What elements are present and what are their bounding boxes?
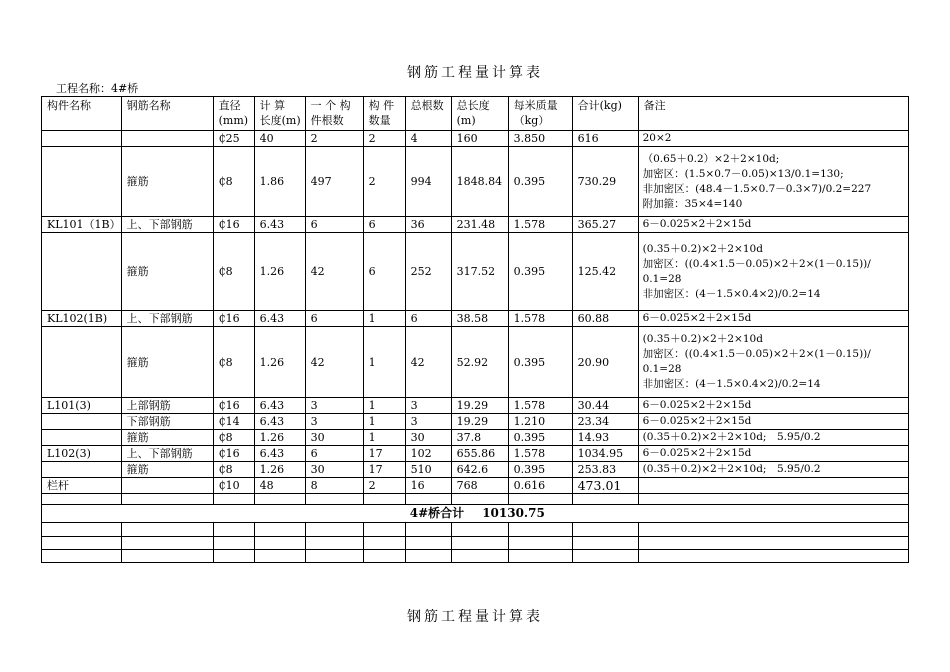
page-title: 钢筋工程量计算表 <box>407 65 543 81</box>
note-line: 加密区：((0.4×1.5－0.05)×2＋2×(1－0.15))/ <box>642 257 871 270</box>
note-line: 6－0.025×2＋2×15d <box>642 312 752 324</box>
header-cell <box>572 97 638 131</box>
empty-cell <box>405 550 451 563</box>
empty-cell <box>572 537 638 550</box>
notes-cell <box>638 478 908 494</box>
empty-cell <box>305 494 363 505</box>
empty-cell <box>508 523 572 537</box>
total-length: 38.58 <box>451 311 508 327</box>
bar-name <box>121 131 213 147</box>
notes-cell <box>638 233 908 311</box>
member-name: KL102(1B) <box>42 311 122 327</box>
notes-cell <box>638 430 908 446</box>
unit-weight: 1.578 <box>508 217 572 233</box>
bar-name: 上、下部钢筋 <box>121 311 213 327</box>
total-bars: 252 <box>405 233 451 311</box>
calc-length: 40 <box>254 131 305 147</box>
bars-per-member: 42 <box>305 233 363 311</box>
empty-cell <box>572 494 638 505</box>
empty-cell <box>121 550 213 563</box>
total-row <box>42 505 909 523</box>
unit-weight: 0.395 <box>508 462 572 478</box>
header-text: 数量 <box>368 114 391 127</box>
member-count: 6 <box>363 233 405 311</box>
diameter: ₵16 <box>213 398 254 414</box>
header-text: 总根数 <box>410 99 444 112</box>
member-name: 栏杆 <box>42 478 122 494</box>
member-count: 17 <box>363 446 405 462</box>
unit-weight: 1.578 <box>508 446 572 462</box>
member-count: 1 <box>363 398 405 414</box>
bars-per-member: 30 <box>305 462 363 478</box>
total-bars: 994 <box>405 147 451 217</box>
subtotal-kg: 365.27 <box>572 217 638 233</box>
calc-length: 48 <box>254 478 305 494</box>
subtotal-kg: 473.01 <box>572 478 638 494</box>
header-row <box>42 97 909 131</box>
calc-length: 6.43 <box>254 217 305 233</box>
note-line: 附加箍：35×4=140 <box>642 197 743 210</box>
empty-cell <box>121 523 213 537</box>
note-line: 非加密区：(4－1.5×0.4×2)/0.2=14 <box>642 378 821 390</box>
empty-cell <box>254 523 305 537</box>
total-bars: 4 <box>405 131 451 147</box>
bar-name: 箍筋 <box>121 462 213 478</box>
header-text: （kg） <box>513 114 550 127</box>
total-bars: 16 <box>405 478 451 494</box>
total-length: 19.29 <box>451 414 508 430</box>
total-bars: 102 <box>405 446 451 462</box>
notes-cell <box>638 131 908 147</box>
member-count: 2 <box>363 131 405 147</box>
header-text: 备注 <box>643 99 666 112</box>
note-line: 6－0.025×2＋2×15d <box>642 447 752 459</box>
total-value: 10130.75 <box>482 506 545 520</box>
header-text: 件根数 <box>310 114 344 127</box>
header-text: 一 个 构 <box>310 99 351 112</box>
bars-per-member: 3 <box>305 414 363 430</box>
notes-cell <box>638 398 908 414</box>
empty-cell <box>213 537 254 550</box>
subtotal-kg: 23.34 <box>572 414 638 430</box>
project-name: 工程名称：4#桥 <box>56 82 139 95</box>
subtotal-kg: 14.93 <box>572 430 638 446</box>
header-cell <box>42 97 122 131</box>
empty-cell <box>42 523 122 537</box>
bar-name: 箍筋 <box>121 233 213 311</box>
total-bars: 30 <box>405 430 451 446</box>
diameter: ₵8 <box>213 147 254 217</box>
subtotal-kg: 60.88 <box>572 311 638 327</box>
diameter: ₵16 <box>213 311 254 327</box>
bars-per-member: 6 <box>305 311 363 327</box>
note-line: 6－0.025×2＋2×15d <box>642 399 752 411</box>
member-count: 1 <box>363 414 405 430</box>
header-text: (mm) <box>218 114 249 127</box>
empty-cell <box>121 537 213 550</box>
header-text: 总长度 <box>456 99 490 112</box>
note-line: 0.1=28 <box>642 272 682 285</box>
bar-name: 箍筋 <box>121 430 213 446</box>
bars-per-member: 6 <box>305 446 363 462</box>
bar-name: 上部钢筋 <box>121 398 213 414</box>
total-length: 655.86 <box>451 446 508 462</box>
table-row <box>42 478 909 494</box>
diameter: ₵10 <box>213 478 254 494</box>
unit-weight: 1.210 <box>508 414 572 430</box>
blank-row <box>42 494 909 505</box>
header-cell <box>305 97 363 131</box>
total-length: 231.48 <box>451 217 508 233</box>
member-name <box>42 462 122 478</box>
note-line: （0.65＋0.2）×2＋2×10d; <box>642 152 780 165</box>
empty-cell <box>42 550 122 563</box>
member-name: KL101（1B） <box>42 217 122 233</box>
header-text: 合计(kg) <box>577 99 622 112</box>
note-line: (0.35＋0.2)×2＋2×10d <box>642 242 763 255</box>
unit-weight: 0.395 <box>508 233 572 311</box>
total-bars: 510 <box>405 462 451 478</box>
header-cell <box>363 97 405 131</box>
empty-cell <box>508 494 572 505</box>
calc-length: 6.43 <box>254 398 305 414</box>
subtotal-kg: 253.83 <box>572 462 638 478</box>
member-count: 2 <box>363 478 405 494</box>
calc-length: 6.43 <box>254 311 305 327</box>
empty-cell <box>254 494 305 505</box>
diameter: ₵8 <box>213 462 254 478</box>
note-line: 6－0.025×2＋2×15d <box>642 415 752 427</box>
header-cell <box>405 97 451 131</box>
empty-cell <box>213 494 254 505</box>
member-name <box>42 147 122 217</box>
table-row <box>42 446 909 462</box>
subtotal-kg: 20.90 <box>572 327 638 398</box>
bars-per-member: 8 <box>305 478 363 494</box>
table-row <box>42 147 909 217</box>
header-text: 直径 <box>218 99 241 112</box>
empty-cell <box>254 550 305 563</box>
bar-name: 箍筋 <box>121 147 213 217</box>
total-length: 160 <box>451 131 508 147</box>
note-line: (0.35＋0.2)×2＋2×10d; 5.95/0.2 <box>642 431 821 443</box>
subtotal-kg: 125.42 <box>572 233 638 311</box>
subtotal-kg: 1034.95 <box>572 446 638 462</box>
empty-cell <box>213 550 254 563</box>
note-line: (0.35＋0.2)×2＋2×10d <box>642 333 763 345</box>
calc-length: 1.86 <box>254 147 305 217</box>
empty-cell <box>451 550 508 563</box>
empty-cell <box>508 550 572 563</box>
member-count: 1 <box>363 327 405 398</box>
total-length: 19.29 <box>451 398 508 414</box>
empty-cell <box>305 537 363 550</box>
table-row <box>42 398 909 414</box>
header-cell <box>121 97 213 131</box>
empty-cell <box>42 494 122 505</box>
bars-per-member: 497 <box>305 147 363 217</box>
empty-cell <box>363 523 405 537</box>
note-line: 6－0.025×2＋2×15d <box>642 218 752 230</box>
header-cell <box>508 97 572 131</box>
header-text: 钢筋名称 <box>126 99 171 112</box>
diameter: ₵8 <box>213 327 254 398</box>
member-name <box>42 131 122 147</box>
empty-cell <box>363 494 405 505</box>
total-length: 768 <box>451 478 508 494</box>
subtotal-kg: 730.29 <box>572 147 638 217</box>
bars-per-member: 2 <box>305 131 363 147</box>
empty-cell <box>638 537 908 550</box>
empty-cell <box>121 494 213 505</box>
total-length: 52.92 <box>451 327 508 398</box>
note-line: 非加密区：(4－1.5×0.4×2)/0.2=14 <box>642 287 821 300</box>
note-line: 20×2 <box>642 132 672 144</box>
table-row <box>42 233 909 311</box>
notes-cell <box>638 414 908 430</box>
member-name <box>42 233 122 311</box>
empty-cell <box>405 523 451 537</box>
note-line: 加密区：((0.4×1.5－0.05)×2＋2×(1－0.15))/ <box>642 348 871 360</box>
header-cell <box>254 97 305 131</box>
empty-cell <box>451 494 508 505</box>
diameter: ₵14 <box>213 414 254 430</box>
note-line: 非加密区：(48.4－1.5×0.7－0.3×7)/0.2=227 <box>642 182 872 195</box>
notes-cell <box>638 311 908 327</box>
total-bars: 3 <box>405 398 451 414</box>
bar-name: 箍筋 <box>121 327 213 398</box>
total-length: 642.6 <box>451 462 508 478</box>
empty-cell <box>638 523 908 537</box>
member-count: 1 <box>363 430 405 446</box>
empty-cell <box>451 523 508 537</box>
member-name: L102(3) <box>42 446 122 462</box>
empty-cell <box>213 523 254 537</box>
empty-cell <box>363 537 405 550</box>
empty-cell <box>42 537 122 550</box>
note-line: (0.35＋0.2)×2＋2×10d; 5.95/0.2 <box>642 463 821 475</box>
empty-cell <box>572 550 638 563</box>
diameter: ₵25 <box>213 131 254 147</box>
table-row <box>42 462 909 478</box>
member-name <box>42 327 122 398</box>
bars-per-member: 42 <box>305 327 363 398</box>
member-name: L101(3) <box>42 398 122 414</box>
notes-cell <box>638 147 908 217</box>
blank-row <box>42 550 909 563</box>
bar-name: 上、下部钢筋 <box>121 217 213 233</box>
total-length: 37.8 <box>451 430 508 446</box>
header-cell <box>213 97 254 131</box>
calc-length: 6.43 <box>254 414 305 430</box>
total-bars: 3 <box>405 414 451 430</box>
bar-name: 下部钢筋 <box>121 414 213 430</box>
member-count: 6 <box>363 217 405 233</box>
unit-weight: 0.616 <box>508 478 572 494</box>
blank-row <box>42 523 909 537</box>
grand-total <box>42 505 909 523</box>
diameter: ₵8 <box>213 430 254 446</box>
member-count: 17 <box>363 462 405 478</box>
empty-cell <box>254 537 305 550</box>
rebar-table <box>41 96 909 563</box>
unit-weight: 0.395 <box>508 327 572 398</box>
member-name <box>42 414 122 430</box>
bar-name: 上、下部钢筋 <box>121 446 213 462</box>
notes-cell <box>638 327 908 398</box>
calc-length: 1.26 <box>254 462 305 478</box>
diameter: ₵8 <box>213 233 254 311</box>
notes-cell <box>638 446 908 462</box>
empty-cell <box>363 550 405 563</box>
member-count: 2 <box>363 147 405 217</box>
unit-weight: 1.578 <box>508 311 572 327</box>
notes-cell <box>638 217 908 233</box>
header-text: 构 件 <box>368 99 395 112</box>
empty-cell <box>405 537 451 550</box>
footer-title: 钢筋工程量计算表 <box>407 609 543 625</box>
subtotal-kg: 30.44 <box>572 398 638 414</box>
header-cell <box>451 97 508 131</box>
member-name <box>42 430 122 446</box>
header-text: 长度(m) <box>259 114 301 127</box>
calc-length: 6.43 <box>254 446 305 462</box>
table-row <box>42 430 909 446</box>
unit-weight: 0.395 <box>508 147 572 217</box>
table-row <box>42 131 909 147</box>
header-text: 计 算 <box>259 99 286 112</box>
empty-cell <box>508 537 572 550</box>
bars-per-member: 30 <box>305 430 363 446</box>
calc-length: 1.26 <box>254 233 305 311</box>
empty-cell <box>305 523 363 537</box>
header-cell <box>638 97 908 131</box>
total-label: 4#桥合计 <box>409 506 465 520</box>
empty-cell <box>451 537 508 550</box>
blank-row <box>42 537 909 550</box>
diameter: ₵16 <box>213 446 254 462</box>
total-length: 1848.84 <box>451 147 508 217</box>
note-line: 0.1=28 <box>642 363 682 375</box>
unit-weight: 3.850 <box>508 131 572 147</box>
note-line: 加密区：(1.5×0.7－0.05)×13/0.1=130; <box>642 167 844 180</box>
header-text: 每米质量 <box>513 99 558 112</box>
header-text: (m) <box>456 114 476 127</box>
total-bars: 6 <box>405 311 451 327</box>
unit-weight: 0.395 <box>508 430 572 446</box>
notes-cell <box>638 462 908 478</box>
table-row <box>42 414 909 430</box>
total-bars: 42 <box>405 327 451 398</box>
bar-name <box>121 478 213 494</box>
empty-cell <box>638 494 908 505</box>
subtotal-kg: 616 <box>572 131 638 147</box>
empty-cell <box>572 523 638 537</box>
empty-cell <box>305 550 363 563</box>
empty-cell <box>638 550 908 563</box>
calc-length: 1.26 <box>254 327 305 398</box>
table-row <box>42 327 909 398</box>
unit-weight: 1.578 <box>508 398 572 414</box>
bars-per-member: 3 <box>305 398 363 414</box>
total-length: 317.52 <box>451 233 508 311</box>
total-bars: 36 <box>405 217 451 233</box>
diameter: ₵16 <box>213 217 254 233</box>
table-row <box>42 311 909 327</box>
member-count: 1 <box>363 311 405 327</box>
bars-per-member: 6 <box>305 217 363 233</box>
header-text: 构件名称 <box>47 99 91 112</box>
calc-length: 1.26 <box>254 430 305 446</box>
empty-cell <box>405 494 451 505</box>
table-row <box>42 217 909 233</box>
